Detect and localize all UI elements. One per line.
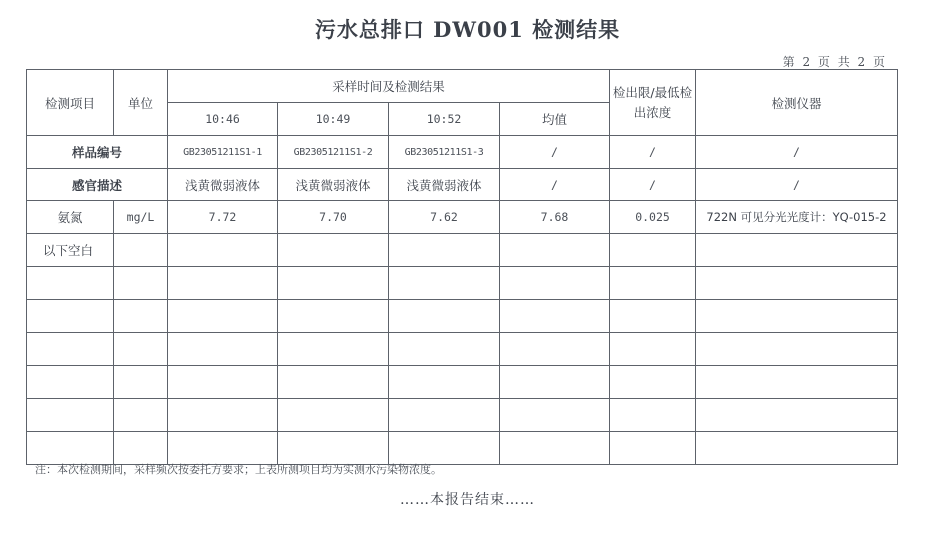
ammonia-value-2: 7.70 <box>278 201 389 234</box>
page-number: 第 2 页 共 2 页 <box>782 55 887 69</box>
empty-row <box>27 432 898 465</box>
empty-cell <box>696 300 898 333</box>
empty-cell <box>27 366 114 399</box>
empty-cell <box>389 399 500 432</box>
blank-note-row <box>27 234 898 267</box>
empty-cell <box>27 300 114 333</box>
empty-cell <box>500 300 610 333</box>
empty-cell <box>389 333 500 366</box>
empty-cell <box>168 333 278 366</box>
empty-cell <box>278 399 389 432</box>
empty-cell <box>610 366 696 399</box>
empty-cell <box>610 267 696 300</box>
empty-cell <box>389 234 500 267</box>
empty-cell <box>696 366 898 399</box>
empty-cell <box>610 432 696 465</box>
empty-cell <box>610 399 696 432</box>
empty-cell <box>389 300 500 333</box>
empty-cell <box>114 399 168 432</box>
header-item: 检测项目 <box>27 70 114 136</box>
sample-mean: / <box>500 136 610 169</box>
empty-cell <box>500 234 610 267</box>
sensory-instrument: / <box>696 169 898 201</box>
empty-cell <box>168 432 278 465</box>
header-limit: 检出限/最低检出浓度 <box>610 70 696 136</box>
empty-cell <box>114 267 168 300</box>
ammonia-instrument: 722N 可见分光光度计：YQ-015-2 <box>696 201 898 234</box>
header-time-3: 10:52 <box>389 103 500 136</box>
report-end-marker: ……本报告结束…… <box>400 492 535 508</box>
empty-cell <box>168 267 278 300</box>
header-mean: 均值 <box>500 103 610 136</box>
report-title: 污水总排口 DW001 检测结果 <box>314 17 621 42</box>
empty-cell <box>610 333 696 366</box>
sensory-value-3: 浅黄微弱液体 <box>389 169 500 201</box>
ammonia-limit: 0.025 <box>610 201 696 234</box>
ammonia-value-3: 7.62 <box>389 201 500 234</box>
empty-cell <box>278 333 389 366</box>
empty-cell <box>500 267 610 300</box>
ammonia-row <box>27 201 898 234</box>
sample-id-3: GB23051211S1-3 <box>389 136 500 169</box>
header-instrument: 检测仪器 <box>696 70 898 136</box>
ammonia-item: 氨氮 <box>27 201 114 234</box>
empty-row <box>27 267 898 300</box>
empty-cell <box>696 234 898 267</box>
ammonia-unit: mg/L <box>114 201 168 234</box>
empty-cell <box>389 432 500 465</box>
empty-cell <box>168 366 278 399</box>
empty-cell <box>500 432 610 465</box>
empty-cell <box>696 432 898 465</box>
empty-cell <box>500 366 610 399</box>
header-unit: 单位 <box>114 70 168 136</box>
empty-cell <box>278 366 389 399</box>
empty-cell <box>610 234 696 267</box>
sample-number-row <box>27 136 898 169</box>
sample-limit: / <box>610 136 696 169</box>
header-row-1 <box>27 70 898 103</box>
empty-cell <box>500 399 610 432</box>
empty-cell <box>389 267 500 300</box>
header-sampling: 采样时间及检测结果 <box>168 70 610 103</box>
sensory-value-1: 浅黄微弱液体 <box>168 169 278 201</box>
sensory-mean: / <box>500 169 610 201</box>
empty-cell <box>389 366 500 399</box>
empty-cell <box>114 234 168 267</box>
sensory-value-2: 浅黄微弱液体 <box>278 169 389 201</box>
empty-cell <box>114 366 168 399</box>
empty-cell <box>278 300 389 333</box>
header-time-2: 10:49 <box>278 103 389 136</box>
empty-cell <box>27 432 114 465</box>
empty-cell <box>696 267 898 300</box>
empty-cell <box>114 333 168 366</box>
empty-cell <box>27 333 114 366</box>
empty-cell <box>696 399 898 432</box>
empty-cell <box>696 333 898 366</box>
sample-id-2: GB23051211S1-2 <box>278 136 389 169</box>
sensory-label: 感官描述 <box>27 169 168 201</box>
empty-cell <box>278 267 389 300</box>
footnote: 注：本次检测期间，采样频次按委托方要求；上表所测项目均为实测水污染物浓度。 <box>35 463 442 476</box>
empty-cell <box>114 300 168 333</box>
empty-cell <box>27 399 114 432</box>
empty-cell <box>610 300 696 333</box>
ammonia-mean: 7.68 <box>500 201 610 234</box>
sensory-limit: / <box>610 169 696 201</box>
empty-cell <box>114 432 168 465</box>
empty-cell <box>168 300 278 333</box>
empty-row <box>27 333 898 366</box>
sample-number-label: 样品编号 <box>27 136 168 169</box>
empty-row <box>27 300 898 333</box>
empty-cell <box>278 234 389 267</box>
sample-instrument: / <box>696 136 898 169</box>
empty-row <box>27 399 898 432</box>
sensory-row <box>27 169 898 201</box>
blank-note: 以下空白 <box>27 234 114 267</box>
empty-cell <box>500 333 610 366</box>
empty-row <box>27 366 898 399</box>
ammonia-value-1: 7.72 <box>168 201 278 234</box>
sample-id-1: GB23051211S1-1 <box>168 136 278 169</box>
empty-cell <box>168 234 278 267</box>
empty-cell <box>278 432 389 465</box>
empty-cell <box>27 267 114 300</box>
empty-cell <box>168 399 278 432</box>
results-table <box>26 69 898 465</box>
header-time-1: 10:46 <box>168 103 278 136</box>
